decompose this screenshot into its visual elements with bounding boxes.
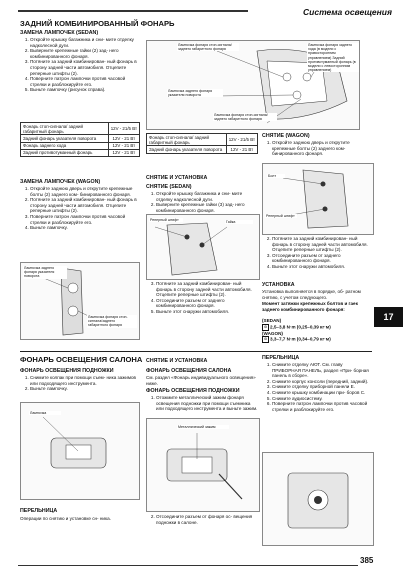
lighter-figure (262, 452, 374, 546)
subsection-title: СНЯТИЕ (SEDAN) (146, 184, 192, 190)
list-item: 3. Снимите отделку приборной панели Е. (272, 384, 372, 390)
figure-label: Болт (267, 174, 285, 178)
recharge-text: Операции по снятию и установке сн- ника. (20, 516, 111, 521)
subsection-title: ПЕРЕЛЬНИЦА (20, 508, 58, 514)
interior-light-text: См. раздел «Фонарь индивидуального освещения» ниже. (146, 375, 256, 386)
table-row (21, 135, 140, 142)
footer-rule (18, 565, 358, 566)
sedan-removal-steps-cont (146, 281, 258, 315)
table-cell: Задний противотуманный фонарь (21, 149, 109, 156)
sedan-lamp-figure (146, 40, 360, 130)
table-cell: 12V - 21/5 Вт (226, 134, 257, 146)
figure-label: Лампочка фонаря стоп-сигнала/заднего габаритного фонаря (87, 315, 137, 328)
table-cell: 12V - 21 Вт (226, 146, 257, 153)
step-light-drawing (21, 403, 139, 499)
table-cell: 12V - 21/5 Вт (108, 123, 139, 135)
list-item: 4. Снимите крышку комбинации при- боров С. (272, 390, 372, 396)
list-item: 5. Выньте лампочку (рисунок справа). (30, 87, 140, 93)
table-cell: 12V - 21 Вт (108, 142, 139, 149)
section-title: ФОНАРЬ ОСВЕЩЕНИЯ САЛОНА (20, 355, 143, 364)
figure-label: Лампочка заднего фонаря указателя поворота (167, 89, 223, 97)
sedan-removal-drawing (147, 215, 259, 279)
list-item: 6. Поверните патрон лампочки против часовой стрелки и разблокируйте его. (272, 401, 372, 412)
torque-value: 2,5–3,8 N·m (0,25–0,39 кг·м) (270, 324, 331, 330)
list-item: 2. Потяните за задний комбинирован- ный фонарь в сторону задней части автомобиля. Отцепите реперные штифты (2). (30, 197, 140, 214)
list-item: 3. Поверните патрон лампочки против часовой стрелки и разблокируйте его. (30, 214, 140, 225)
lighter-drawing (263, 453, 373, 545)
torque-title: Момент затяжки крепежных болтов и гаек заднего комбинированного фонаря: (262, 301, 358, 312)
step-light-figure (20, 402, 140, 500)
section-divider (20, 351, 372, 352)
table-cell: Задний фонарь указателя поворота (147, 146, 227, 153)
table-cell: Фонарь заднего хода (21, 142, 109, 149)
list-item: 3. Потяните за задний комбинирован- ный фонарь в сторону задней части автомобиля. Отцепите реперные штифты (2). (30, 59, 140, 76)
wagon-steps (20, 186, 140, 231)
list-item: 1. Откройте крышку багажника и сни- мите отделку надколесной дуги. (156, 191, 258, 202)
table-row (147, 146, 258, 153)
subsection-title: ЗАМЕНА ЛАМПОЧЕК (SEDAN) (20, 30, 99, 36)
figure-label: Лампочка фонаря заднего хода (в модели с правосторонним управлением) Задний противотуманный фонарь (в модели с левосторонним управлением) (307, 43, 359, 72)
subsection-title: СНЯТИЕ И УСТАНОВКА (146, 358, 208, 364)
table-cell: Фонарь стоп-сигнала/ задний габаритный фонарь (147, 134, 227, 146)
list-item: 2. Выверните крепежные гайки (3) зад- него комбинированного фонаря. (156, 202, 258, 213)
step-light-removal-steps-cont (146, 514, 258, 525)
subsection-title: ФОНАРЬ ОСВЕЩЕНИЯ ПОДНОЖКИ (146, 388, 240, 394)
subsection-title: СНЯТИЕ И УСТАНОВКА (146, 175, 208, 181)
list-item: 3. Отсоедините разъем от заднего комбинированного фонаря. (272, 253, 372, 264)
list-item: 2. Отсоедините разъем от фонаря ос- вещения подножки в салоне. (156, 514, 258, 525)
torque-label: (SEDAN) (262, 318, 282, 323)
wagon-removal-figure (262, 163, 374, 235)
subsection-title: ЗАМЕНА ЛАМПОЧЕК (WAGON) (20, 179, 101, 185)
sedan-steps (20, 37, 140, 93)
install-text: Установка выполняется в порядке, об- ратном снятию, с учетом следующего. (262, 289, 361, 300)
figure-label: Металлический зажим (177, 425, 229, 429)
figure-label: Реперный штифт (149, 218, 183, 222)
subsection-title: ФОНАРЬ ОСВЕЩЕНИЯ САЛОНА (146, 368, 232, 374)
chapter-tab: 17 (374, 307, 403, 327)
table-row (21, 142, 140, 149)
torque-label: (WAGON) (262, 330, 283, 336)
figure-label: Лампочка фонаря стоп-сигнала/ заднего габаритного фонаря (177, 43, 239, 51)
list-item: 1. Снимите колпак при помощи съем- ника зажимов или подходящего инструмента. (30, 375, 140, 386)
step-light-removal-steps (146, 395, 258, 412)
wagon-bulb-spec-table (146, 133, 258, 154)
wagon-removal-steps-cont (262, 236, 372, 270)
table-cell: 12V - 21 Вт (108, 135, 139, 142)
install-title: УСТАНОВКА (262, 282, 295, 288)
list-item: 2. Выверните крепежные гайки (2) зад- него комбинированного фонаря. (30, 48, 140, 59)
bulb-spec-table (20, 122, 140, 157)
torque-list (262, 318, 372, 343)
table-cell: Задний фонарь указателя поворота (21, 135, 109, 142)
section-title: ЗАДНИЙ КОМБИНИРОВАННЫЙ ФОНАРЬ (20, 19, 175, 28)
list-item: 2. Потяните за задний комбинирован- ный фонарь в сторону задней части автомобиля. Отцепите реперные штифты (2). (272, 236, 372, 253)
list-item: 4. Выньте этот снаружи автомобиля. (272, 264, 372, 270)
torque-row (262, 336, 372, 343)
list-item: 2. Снимите корпус консоли (передний, задний). (272, 379, 372, 385)
list-item: 4. Отсоедините разъем от заднего комбинированного фонаря. (156, 298, 258, 309)
step-light-steps (20, 375, 140, 392)
list-item: 1. Отожмите металлический зажим фонаря освещения подножки при помощи съемника или подходящего инструмента и выньте зажим. (156, 395, 258, 412)
torque-wrench-icon: ⚙ (263, 324, 268, 329)
torque-value: 3,3–7,7 N·m (0,34–0,79 кг·м) (270, 336, 331, 342)
table-cell: 12V - 21 Вт (108, 149, 139, 156)
list-item: 4. Поверните патрон лампочки против часовой стрелки и разблокируйте его. (30, 76, 140, 87)
figure-label: Гайка (225, 220, 253, 224)
table-row (147, 134, 258, 146)
wagon-removal-steps (262, 140, 372, 157)
header-rule (18, 10, 248, 12)
sedan-removal-steps (146, 191, 258, 213)
list-item: 4. Выньте лампочку. (30, 225, 140, 231)
page-number: 385 (360, 556, 374, 565)
figure-label: Лампочка (29, 411, 61, 415)
list-item: 5. Снимите аудиосистему. (272, 396, 372, 402)
list-item: 1. Откройте заднюю дверь и открутите крепежные болты (2) заднего ком- бинированного фонаря. (272, 140, 372, 157)
list-item: 5. Выньте этот снаружи автомобиля. (156, 309, 258, 315)
subsection-title: ПЕРЕЛЬНИЦА (262, 355, 300, 361)
table-row (21, 123, 140, 135)
metal-clip-drawing (147, 419, 259, 511)
table-row (21, 149, 140, 156)
subsection-title: ФОНАРЬ ОСВЕЩЕНИЯ ПОДНОЖКИ (20, 368, 114, 374)
subsection-title: СНЯТИЕ (WAGON) (262, 133, 310, 139)
list-item: 3. Потяните за задний комбинирован- ный фонарь в сторону задней части автомобиля. Отцепите реперные штифты (2). (156, 281, 258, 298)
torque-row (262, 324, 372, 331)
list-item: 1. Снимите отделку АЮТ. См. главу ПРИБОРНАЯ ПАНЕЛЬ, раздел «При- борная панель в сборе». (272, 362, 372, 379)
torque-wrench-icon: ⚙ (263, 337, 268, 342)
metal-clip-figure (146, 418, 260, 512)
page-header-title: Система освещения (303, 7, 392, 17)
wagon-bulb-figure (20, 262, 140, 340)
lighter-steps (262, 362, 372, 412)
figure-label: Лампочка заднего фонаря указателя поворота (23, 266, 67, 279)
figure-label: Лампочка фонаря стоп-сигнала/ заднего габаритного фонаря (213, 113, 277, 121)
figure-label: Реперный штифт (265, 214, 297, 218)
sedan-removal-figure (146, 214, 260, 280)
table-cell: Фонарь стоп-сигнала/ задний габаритный фонарь (21, 123, 109, 135)
list-item: 2. Выньте лампочку. (30, 386, 140, 392)
list-item: 1. Откройте заднюю дверь и открутите крепежные болты (2) заднего ком- бинированного фонаря. (30, 186, 140, 197)
list-item: 1. Откройте крышку багажника и сни- мите отделку надколесной дуги. (30, 37, 140, 48)
